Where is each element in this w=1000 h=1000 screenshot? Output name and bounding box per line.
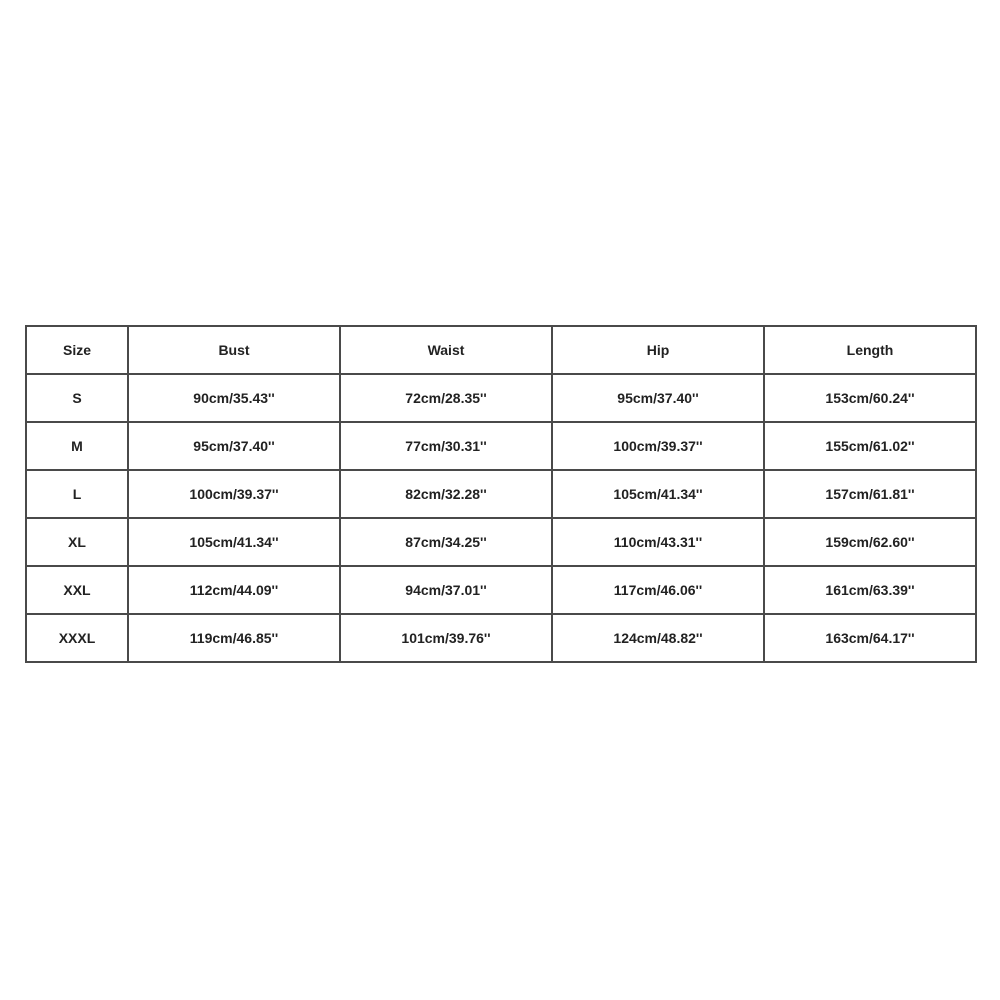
size-cell: S <box>26 374 128 422</box>
hip-cell: 100cm/39.37'' <box>552 422 764 470</box>
header-length: Length <box>764 326 976 374</box>
waist-cell: 94cm/37.01'' <box>340 566 552 614</box>
length-cell: 161cm/63.39'' <box>764 566 976 614</box>
length-cell: 163cm/64.17'' <box>764 614 976 662</box>
bust-cell: 90cm/35.43'' <box>128 374 340 422</box>
waist-cell: 82cm/32.28'' <box>340 470 552 518</box>
bust-cell: 112cm/44.09'' <box>128 566 340 614</box>
header-bust: Bust <box>128 326 340 374</box>
length-cell: 159cm/62.60'' <box>764 518 976 566</box>
table-row <box>26 374 976 422</box>
waist-cell: 72cm/28.35'' <box>340 374 552 422</box>
waist-cell: 101cm/39.76'' <box>340 614 552 662</box>
hip-cell: 105cm/41.34'' <box>552 470 764 518</box>
bust-cell: 119cm/46.85'' <box>128 614 340 662</box>
waist-cell: 87cm/34.25'' <box>340 518 552 566</box>
table-row <box>26 422 976 470</box>
table-row <box>26 518 976 566</box>
bust-cell: 95cm/37.40'' <box>128 422 340 470</box>
header-hip: Hip <box>552 326 764 374</box>
table-header-row <box>26 326 976 374</box>
hip-cell: 117cm/46.06'' <box>552 566 764 614</box>
bust-cell: 105cm/41.34'' <box>128 518 340 566</box>
bust-cell: 100cm/39.37'' <box>128 470 340 518</box>
size-cell: L <box>26 470 128 518</box>
table-row <box>26 614 976 662</box>
length-cell: 155cm/61.02'' <box>764 422 976 470</box>
table-row <box>26 470 976 518</box>
length-cell: 153cm/60.24'' <box>764 374 976 422</box>
hip-cell: 110cm/43.31'' <box>552 518 764 566</box>
size-cell: XXL <box>26 566 128 614</box>
size-chart-table <box>25 325 977 663</box>
length-cell: 157cm/61.81'' <box>764 470 976 518</box>
waist-cell: 77cm/30.31'' <box>340 422 552 470</box>
size-cell: M <box>26 422 128 470</box>
size-cell: XXXL <box>26 614 128 662</box>
hip-cell: 95cm/37.40'' <box>552 374 764 422</box>
size-cell: XL <box>26 518 128 566</box>
table-row <box>26 566 976 614</box>
hip-cell: 124cm/48.82'' <box>552 614 764 662</box>
header-waist: Waist <box>340 326 552 374</box>
header-size: Size <box>26 326 128 374</box>
